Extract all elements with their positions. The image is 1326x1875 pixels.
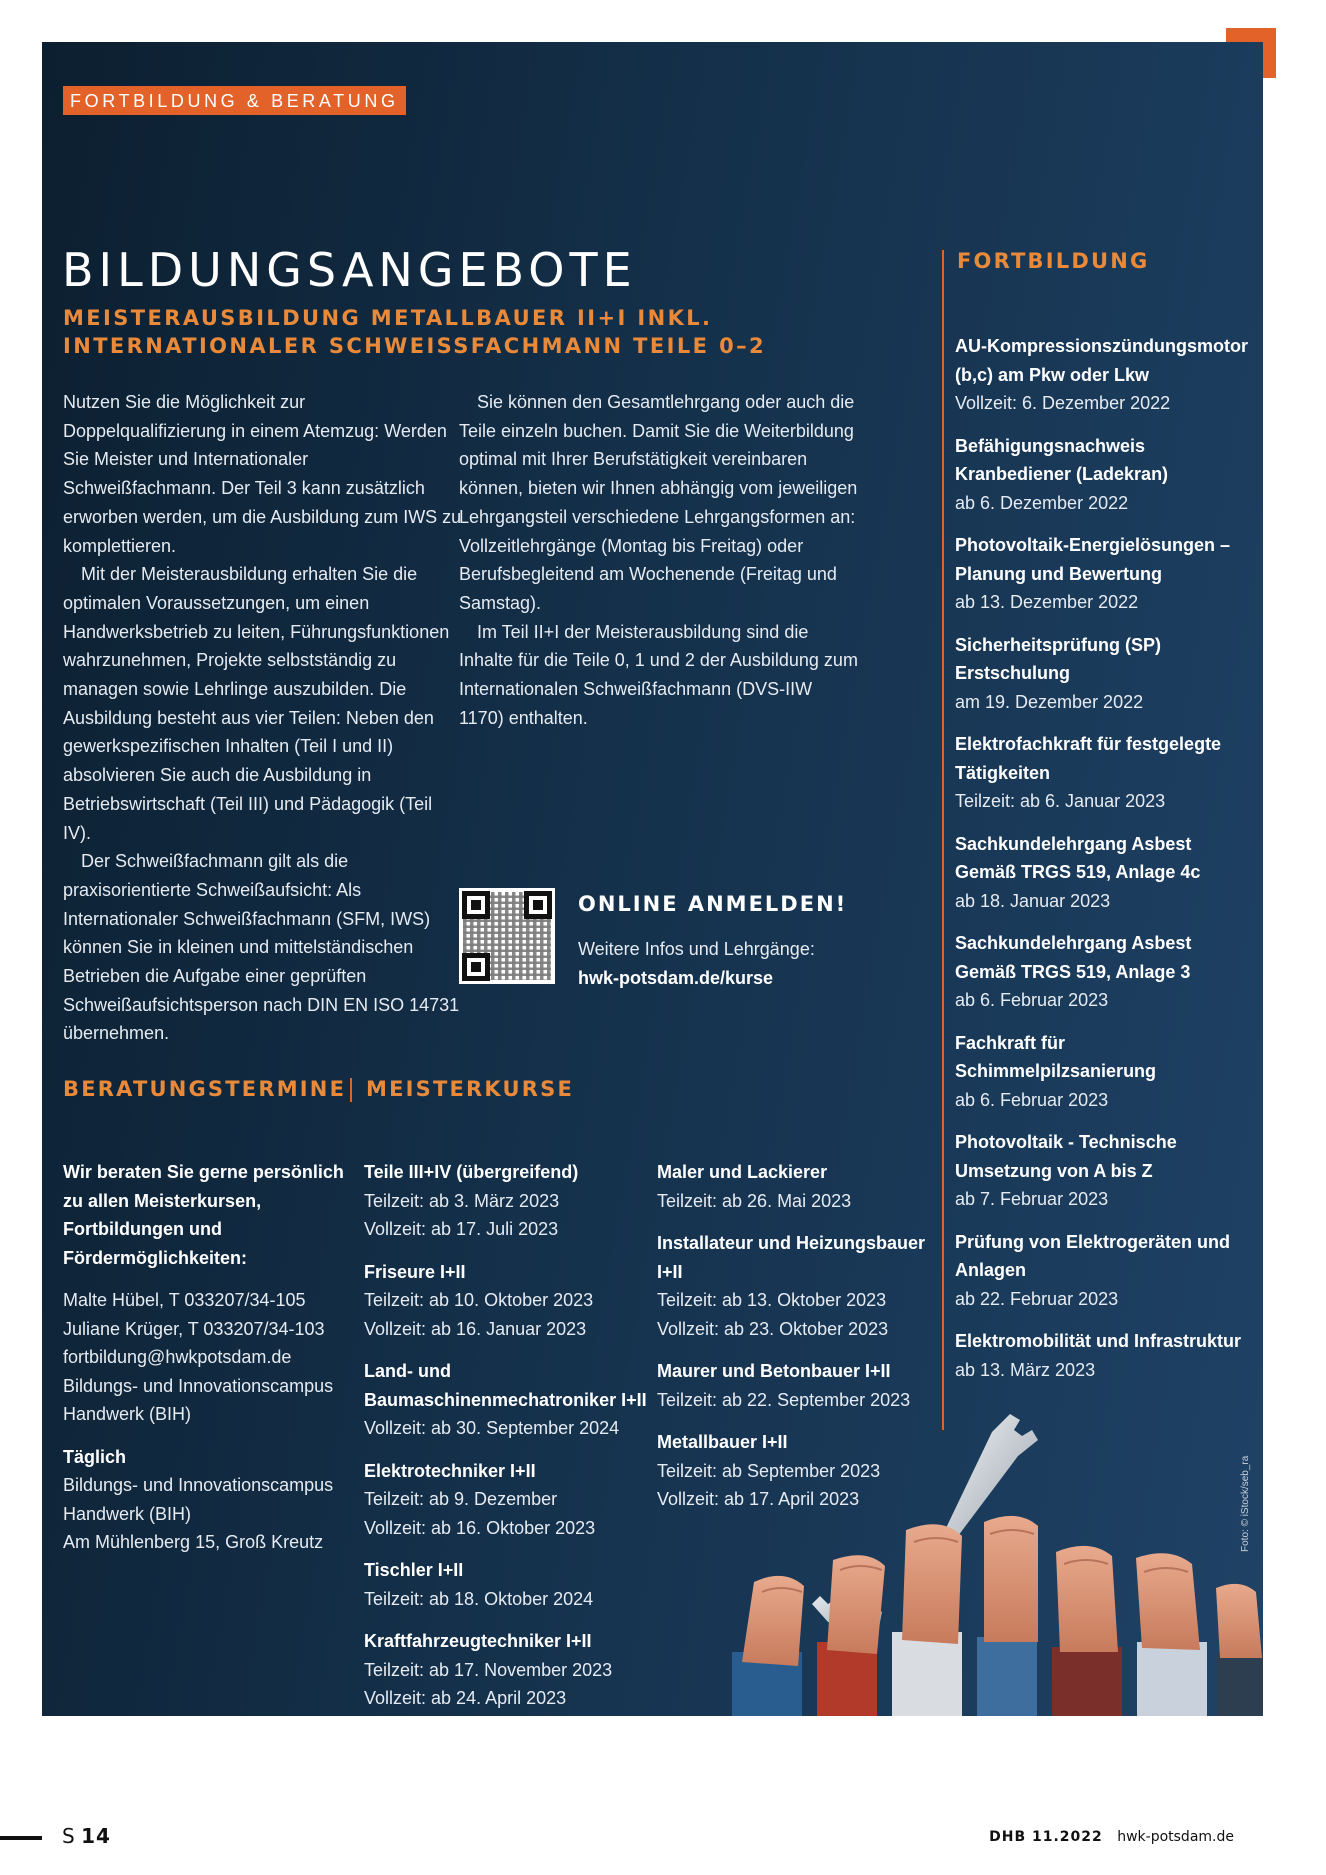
intro-paragraph: Mit der Meisterausbildung erhalten Sie die optimalen Voraussetzungen, um einen Handwerksbetrieb zu leiten, Führungsfunktionen wahrzunehmen, Projekte selbstständig zu managen sowie Lehrlinge auszubilden. Die Ausbildung besteht aus vier Teilen: Neben den gewerkspezifischen Inhalten (Teil I und II) absolvieren Sie auch die Ausbildung in Betriebswirtschaft (Teil III) und Pädagogik (Teil IV). [63, 564, 450, 843]
contact-email[interactable]: fortbildung@hwkpotsdam.de [63, 1347, 292, 1367]
course-title: Teile III+IV (übergreifend) [364, 1162, 579, 1182]
course-entry [657, 1229, 947, 1343]
intro-paragraph: Sie können den Gesamtlehrgang oder auch die Teile einzeln buchen. Damit Sie die Weiterbildung optimal mit Ihrer Berufstätigkeit vereinbaren können, bieten wir Ihnen abhängig vom jeweiligen Lehrgangsteil verschiedene Lehrgangsformen an: Vollzeitlehrgänge (Montag bis Freitag) oder Berufsbegleitend am Wochenende (Freitag und Samstag). [459, 392, 858, 613]
fortbildung-title-text: Sachkundelehrgang Asbest Gemäß TRGS 519, Anlage 3 [955, 933, 1192, 982]
fortbildung-date: ab 6. Dezember 2022 [955, 492, 1129, 513]
daily-line: Am Mühlenberg 15, Groß Kreutz [63, 1532, 324, 1552]
intro-paragraph: Im Teil II+I der Meisterausbildung sind die Inhalte für die Teile 0, 1 und 2 der Ausbildung zum Internationalen Schweißfachmann (DVS-IIW 1170) enthalten. [459, 621, 858, 728]
fortbildung-date: am 19. Dezember 2022 [955, 691, 1144, 712]
fortbildung-entry [955, 1228, 1255, 1314]
fortbildung-entry [955, 1128, 1255, 1214]
contact-line: Juliane Krüger, T 033207/34-103 [63, 1318, 325, 1339]
course-date: Teilzeit: ab 10. Oktober 2023 [364, 1290, 594, 1310]
fortbildung-title-text: Sachkundelehrgang Asbest Gemäß TRGS 519, Anlage 4c [955, 833, 1201, 882]
fortbildung-date: ab 13. Dezember 2022 [955, 592, 1139, 612]
fortbildung-entry [955, 929, 1255, 1015]
fortbildung-title: FORTBILDUNG [957, 249, 1150, 273]
fortbildung-title-text: Fachkraft für Schimmelpilzsanierung [955, 1032, 1157, 1081]
fortbildung-list [955, 332, 1255, 1398]
course-title: Land- und Baumaschinenmechatroniker I+II [364, 1361, 647, 1410]
footer-publication [989, 1829, 1234, 1845]
fortbildung-date: ab 7. Februar 2023 [955, 1189, 1109, 1209]
fortbildung-entry [955, 332, 1255, 418]
course-title: Maler und Lackierer [657, 1162, 828, 1182]
fortbildung-entry [955, 1327, 1255, 1384]
page-title: BILDUNGSANGEBOTE [62, 243, 637, 297]
online-registration [459, 888, 848, 998]
fortbildung-entry [955, 830, 1255, 916]
section-kicker: FORTBILDUNG & BERATUNG [63, 86, 406, 115]
beratung-block [63, 1158, 363, 1557]
course-date: Teilzeit: ab 3. März 2023 [364, 1190, 560, 1211]
fortbildung-title-text: AU-Kompressionszündungsmotor (b,c) am Pkw oder Lkw [955, 336, 1249, 385]
fortbildung-date: ab 6. Februar 2023 [955, 1089, 1109, 1110]
course-title: Metallbauer I+II [657, 1432, 788, 1452]
beratung-lead: Wir beraten Sie gerne persönlich zu allen Meisterkursen, Fortbildungen und Fördermöglichkeiten: [63, 1162, 344, 1268]
fortbildung-title-text: Photovoltaik-Energielösungen – Planung und Bewertung [955, 535, 1231, 584]
course-date: Vollzeit: ab 17. April 2023 [657, 1489, 860, 1509]
course-title: Installateur und Heizungsbauer I+II [657, 1233, 926, 1282]
fortbildung-entry [955, 432, 1255, 518]
daily-title: Täglich [63, 1446, 127, 1467]
fortbildung-date: ab 22. Februar 2023 [955, 1288, 1119, 1309]
fortbildung-title-text: Befähigungsnachweis Kranbediener (Ladekran) [955, 435, 1169, 484]
course-date: Vollzeit: ab 23. Oktober 2023 [657, 1318, 889, 1339]
course-entry [364, 1556, 654, 1613]
page-number [62, 1824, 111, 1848]
course-entry [364, 1158, 654, 1244]
online-info-text: Weitere Infos und Lehrgänge: [578, 939, 815, 959]
course-title: Kraftfahrzeugtechniker I+II [364, 1631, 592, 1651]
fortbildung-date: Vollzeit: 6. Dezember 2022 [955, 393, 1171, 413]
course-title: Tischler I+II [364, 1560, 464, 1580]
article-subtitle: MEISTERAUSBILDUNG METALLBAUER II+I INKL. INTERNATIONALER SCHWEISSFACHMANN TEILE 0–2 [63, 306, 767, 358]
course-date: Vollzeit: ab 24. April 2023 [364, 1688, 567, 1708]
fortbildung-date: ab 18. Januar 2023 [955, 890, 1111, 911]
course-date: Vollzeit: ab 17. Juli 2023 [364, 1219, 559, 1239]
daily-line: Bildungs- und Innovationscampus Handwerk (BIH) [63, 1475, 334, 1524]
content-panel [42, 42, 1263, 1716]
course-entry [657, 1158, 947, 1215]
fortbildung-title-text: Photovoltaik - Technische Umsetzung von A bis Z [955, 1132, 1177, 1181]
sidebar-divider [942, 250, 944, 1430]
fortbildung-date: Teilzeit: ab 6. Januar 2023 [955, 791, 1166, 811]
site-link[interactable]: hwk-potsdam.de [1117, 1829, 1234, 1845]
intro-column-2 [459, 388, 859, 732]
course-date: Teilzeit: ab 13. Oktober 2023 [657, 1290, 887, 1310]
fortbildung-entry [955, 1029, 1255, 1115]
page-prefix: S [62, 1824, 75, 1848]
course-date: Vollzeit: ab 30. September 2024 [364, 1418, 620, 1438]
course-date: Teilzeit: ab 17. November 2023 [364, 1659, 613, 1680]
course-date: Teilzeit: ab 18. Oktober 2024 [364, 1588, 594, 1609]
section-divider [350, 1078, 352, 1102]
photo-credit: Foto: © iStock/seb_ra [1240, 1455, 1251, 1552]
contact-line: Malte Hübel, T 033207/34-105 [63, 1290, 306, 1310]
course-link[interactable]: hwk-potsdam.de/kurse [578, 967, 774, 988]
course-title: Elektrotechniker I+II [364, 1460, 536, 1481]
course-date: Teilzeit: ab 9. Dezember [364, 1489, 558, 1509]
course-title: Maurer und Betonbauer I+II [657, 1361, 891, 1381]
course-date: Teilzeit: ab 26. Mai 2023 [657, 1190, 852, 1211]
fortbildung-entry [955, 631, 1255, 717]
course-date: Vollzeit: ab 16. Januar 2023 [364, 1318, 587, 1339]
fortbildung-entry [955, 531, 1255, 617]
fortbildung-title-text: Elektromobilität und Infrastruktur [955, 1331, 1242, 1351]
course-entry [364, 1457, 654, 1543]
footer-bar [0, 1836, 42, 1840]
course-date: Teilzeit: ab 22. September 2023 [657, 1389, 911, 1410]
course-title: Friseure I+II [364, 1261, 466, 1282]
fortbildung-title-text: Sicherheitsprüfung (SP) Erstschulung [955, 634, 1162, 683]
meisterkurse-title: MEISTERKURSE [366, 1077, 575, 1101]
online-title: ONLINE ANMELDEN! [578, 892, 848, 916]
fortbildung-date: ab 13. März 2023 [955, 1359, 1096, 1380]
fortbildung-entry [955, 730, 1255, 816]
fortbildung-title-text: Elektrofachkraft für festgelegte Tätigkeiten [955, 734, 1222, 783]
fortbildung-date: ab 6. Februar 2023 [955, 990, 1109, 1010]
online-info [578, 935, 815, 992]
intro-column-1 [63, 388, 463, 1048]
page-number-value: 14 [81, 1824, 111, 1848]
raised-fists-photo [722, 1402, 1263, 1716]
contact-line: Bildungs- und Innovationscampus Handwerk (BIH) [63, 1375, 334, 1424]
issue-label: DHB 11.2022 [989, 1829, 1103, 1845]
course-entry [364, 1627, 654, 1713]
intro-paragraph: Nutzen Sie die Möglichkeit zur Doppelqualifizierung in einem Atemzug: Werden Sie Meister und Internationaler Schweißfachmann. Der Teil 3 kann zusätzlich erworben werden, um die Ausbildung zum IWS zu komplettieren. [63, 392, 462, 556]
meisterkurse-column-1 [364, 1158, 654, 1716]
course-entry [364, 1357, 654, 1443]
intro-paragraph: Der Schweißfachmann gilt als die praxisorientierte Schweißaufsicht: Als Internationaler Schweißfachmann (SFM, IWS) können Sie in kleinen und mittelständischen Betrieben die Aufgabe einer geprüften Schweißaufsichtsperson nach DIN EN ISO 14731 übernehmen. [63, 851, 460, 1044]
qr-code-icon[interactable] [459, 888, 555, 984]
beratung-title: BERATUNGSTERMINE [63, 1077, 347, 1101]
course-date: Teilzeit: ab September 2023 [657, 1460, 881, 1481]
fortbildung-title-text: Prüfung von Elektrogeräten und Anlagen [955, 1231, 1231, 1280]
course-date: Vollzeit: ab 16. Oktober 2023 [364, 1517, 596, 1538]
course-entry [364, 1258, 654, 1344]
